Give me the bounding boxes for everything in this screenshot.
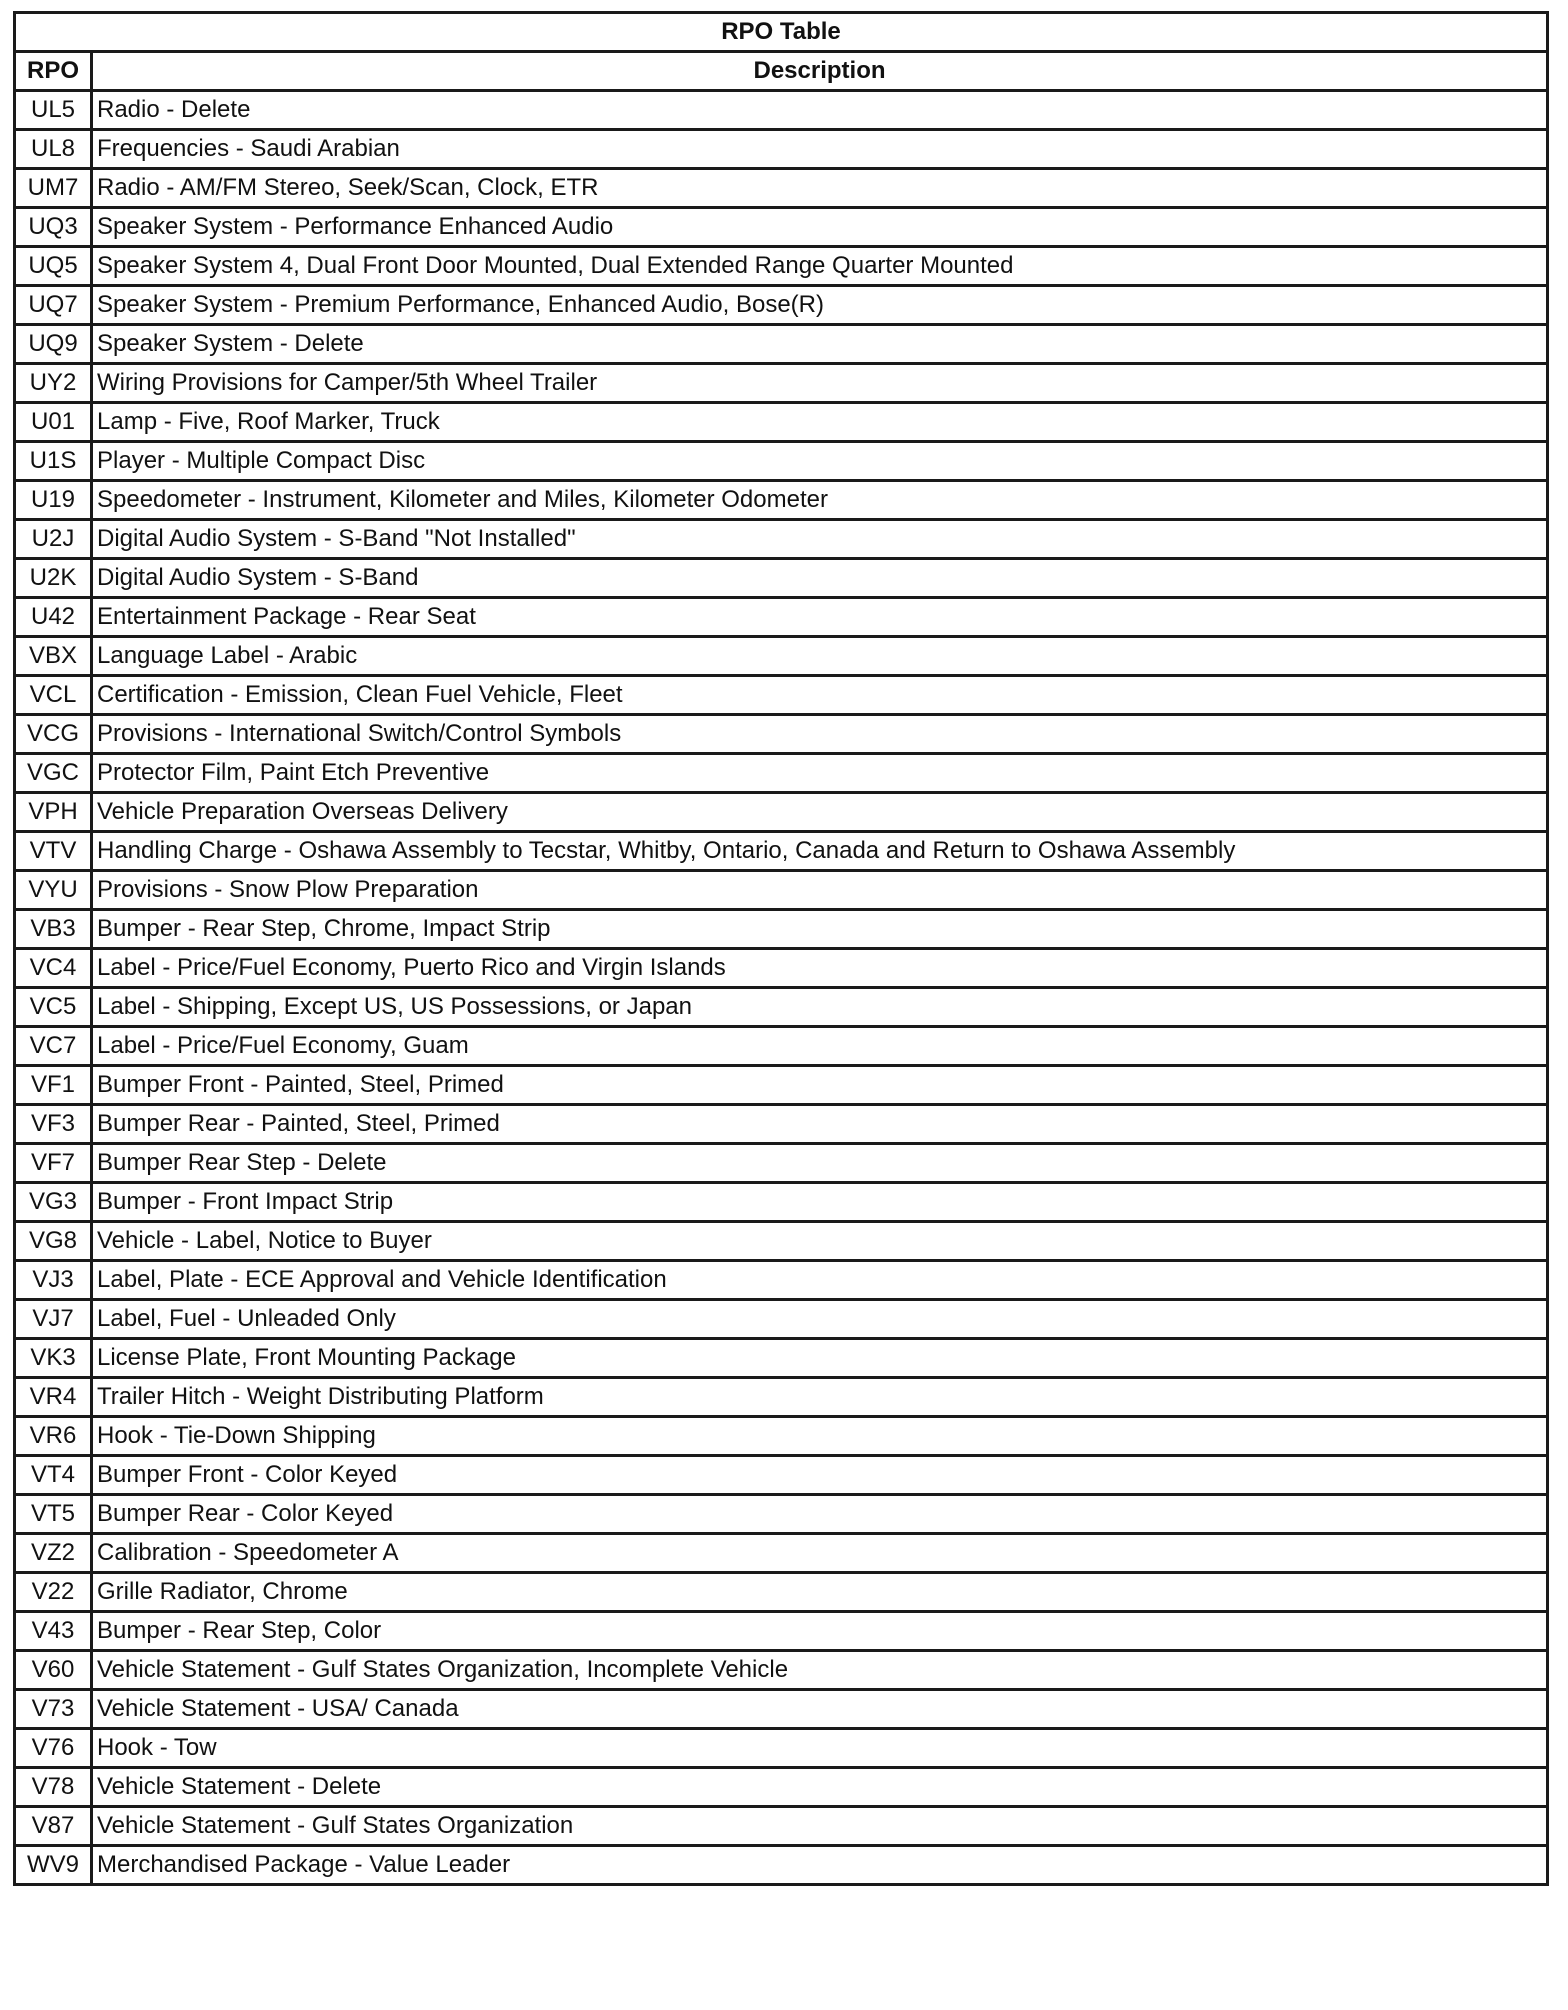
table-row — [15, 949, 1548, 988]
rpo-description-cell: Provisions - International Switch/Control Symbols — [92, 715, 1548, 754]
rpo-description-cell: Label - Price/Fuel Economy, Guam — [92, 1027, 1548, 1066]
rpo-description-cell: Lamp - Five, Roof Marker, Truck — [92, 403, 1548, 442]
rpo-code-cell: VBX — [15, 637, 92, 676]
rpo-code-cell: VCL — [15, 676, 92, 715]
rpo-code-cell: V87 — [15, 1807, 92, 1846]
rpo-description-cell: Bumper - Rear Step, Chrome, Impact Strip — [92, 910, 1548, 949]
rpo-description-cell: Radio - AM/FM Stereo, Seek/Scan, Clock, ETR — [92, 169, 1548, 208]
rpo-description-cell: Radio - Delete — [92, 91, 1548, 130]
rpo-code-cell: U19 — [15, 481, 92, 520]
column-header-description: Description — [92, 52, 1548, 91]
rpo-code-cell: UQ3 — [15, 208, 92, 247]
table-row — [15, 286, 1548, 325]
rpo-description-cell: Grille Radiator, Chrome — [92, 1573, 1548, 1612]
rpo-code-cell: VJ3 — [15, 1261, 92, 1300]
rpo-description-cell: Speaker System - Premium Performance, Enhanced Audio, Bose(R) — [92, 286, 1548, 325]
table-row — [15, 1183, 1548, 1222]
table-row — [15, 1300, 1548, 1339]
rpo-description-cell: Wiring Provisions for Camper/5th Wheel Trailer — [92, 364, 1548, 403]
table-row — [15, 676, 1548, 715]
table-row — [15, 1027, 1548, 1066]
table-row — [15, 1378, 1548, 1417]
rpo-code-cell: VG3 — [15, 1183, 92, 1222]
table-row — [15, 1222, 1548, 1261]
rpo-code-cell: U42 — [15, 598, 92, 637]
rpo-code-cell: V60 — [15, 1651, 92, 1690]
table-row — [15, 754, 1548, 793]
table-row — [15, 1534, 1548, 1573]
rpo-description-cell: Trailer Hitch - Weight Distributing Platform — [92, 1378, 1548, 1417]
rpo-code-cell: VGC — [15, 754, 92, 793]
rpo-code-cell: VT4 — [15, 1456, 92, 1495]
rpo-code-cell: VR4 — [15, 1378, 92, 1417]
rpo-description-cell: License Plate, Front Mounting Package — [92, 1339, 1548, 1378]
table-row — [15, 1105, 1548, 1144]
rpo-description-cell: Bumper - Rear Step, Color — [92, 1612, 1548, 1651]
rpo-table — [13, 11, 1549, 1886]
rpo-code-cell: UL5 — [15, 91, 92, 130]
rpo-description-cell: Protector Film, Paint Etch Preventive — [92, 754, 1548, 793]
table-row — [15, 559, 1548, 598]
rpo-description-cell: Player - Multiple Compact Disc — [92, 442, 1548, 481]
rpo-code-cell: UQ5 — [15, 247, 92, 286]
rpo-description-cell: Entertainment Package - Rear Seat — [92, 598, 1548, 637]
table-row — [15, 130, 1548, 169]
rpo-code-cell: V22 — [15, 1573, 92, 1612]
table-row — [15, 1066, 1548, 1105]
rpo-description-cell: Vehicle Statement - Gulf States Organization — [92, 1807, 1548, 1846]
table-row — [15, 871, 1548, 910]
rpo-description-cell: Calibration - Speedometer A — [92, 1534, 1548, 1573]
rpo-code-cell: VTV — [15, 832, 92, 871]
table-row — [15, 403, 1548, 442]
table-row — [15, 169, 1548, 208]
table-row — [15, 91, 1548, 130]
rpo-description-cell: Speaker System - Performance Enhanced Audio — [92, 208, 1548, 247]
table-header-row — [15, 52, 1548, 91]
table-row — [15, 1612, 1548, 1651]
rpo-code-cell: V76 — [15, 1729, 92, 1768]
table-row — [15, 1651, 1548, 1690]
rpo-description-cell: Language Label - Arabic — [92, 637, 1548, 676]
rpo-code-cell: VF3 — [15, 1105, 92, 1144]
rpo-description-cell: Certification - Emission, Clean Fuel Vehicle, Fleet — [92, 676, 1548, 715]
rpo-code-cell: VB3 — [15, 910, 92, 949]
table-row — [15, 1495, 1548, 1534]
table-row — [15, 637, 1548, 676]
rpo-code-cell: UQ9 — [15, 325, 92, 364]
rpo-code-cell: VJ7 — [15, 1300, 92, 1339]
rpo-description-cell: Bumper Rear - Painted, Steel, Primed — [92, 1105, 1548, 1144]
rpo-description-cell: Digital Audio System - S-Band "Not Installed" — [92, 520, 1548, 559]
rpo-description-cell: Handling Charge - Oshawa Assembly to Tecstar, Whitby, Ontario, Canada and Return to Oshawa Assembly — [92, 832, 1548, 871]
rpo-description-cell: Bumper - Front Impact Strip — [92, 1183, 1548, 1222]
rpo-description-cell: Speaker System - Delete — [92, 325, 1548, 364]
table-row — [15, 1144, 1548, 1183]
rpo-code-cell: VF1 — [15, 1066, 92, 1105]
table-row — [15, 364, 1548, 403]
rpo-description-cell: Vehicle Statement - Delete — [92, 1768, 1548, 1807]
rpo-description-cell: Merchandised Package - Value Leader — [92, 1846, 1548, 1885]
table-row — [15, 1807, 1548, 1846]
rpo-description-cell: Vehicle Statement - USA/ Canada — [92, 1690, 1548, 1729]
table-row — [15, 1729, 1548, 1768]
table-title-row — [15, 13, 1548, 52]
rpo-code-cell: UM7 — [15, 169, 92, 208]
rpo-code-cell: VYU — [15, 871, 92, 910]
rpo-description-cell: Provisions - Snow Plow Preparation — [92, 871, 1548, 910]
rpo-description-cell: Vehicle Statement - Gulf States Organization, Incomplete Vehicle — [92, 1651, 1548, 1690]
table-title: RPO Table — [15, 13, 1548, 52]
rpo-code-cell: VZ2 — [15, 1534, 92, 1573]
rpo-description-cell: Label - Price/Fuel Economy, Puerto Rico and Virgin Islands — [92, 949, 1548, 988]
rpo-description-cell: Bumper Front - Painted, Steel, Primed — [92, 1066, 1548, 1105]
rpo-code-cell: VCG — [15, 715, 92, 754]
rpo-code-cell: VC4 — [15, 949, 92, 988]
rpo-description-cell: Hook - Tie-Down Shipping — [92, 1417, 1548, 1456]
rpo-code-cell: VF7 — [15, 1144, 92, 1183]
rpo-code-cell: V73 — [15, 1690, 92, 1729]
table-row — [15, 715, 1548, 754]
rpo-code-cell: U2J — [15, 520, 92, 559]
table-body — [15, 91, 1548, 1885]
rpo-description-cell: Label, Fuel - Unleaded Only — [92, 1300, 1548, 1339]
rpo-code-cell: VPH — [15, 793, 92, 832]
table-row — [15, 832, 1548, 871]
rpo-code-cell: VR6 — [15, 1417, 92, 1456]
rpo-description-cell: Speaker System 4, Dual Front Door Mounted, Dual Extended Range Quarter Mounted — [92, 247, 1548, 286]
rpo-code-cell: U1S — [15, 442, 92, 481]
table-row — [15, 442, 1548, 481]
table-row — [15, 598, 1548, 637]
table-row — [15, 247, 1548, 286]
table-row — [15, 481, 1548, 520]
rpo-code-cell: VC7 — [15, 1027, 92, 1066]
rpo-code-cell: WV9 — [15, 1846, 92, 1885]
rpo-code-cell: V78 — [15, 1768, 92, 1807]
rpo-description-cell: Hook - Tow — [92, 1729, 1548, 1768]
table-row — [15, 1417, 1548, 1456]
table-row — [15, 208, 1548, 247]
rpo-code-cell: VC5 — [15, 988, 92, 1027]
rpo-description-cell: Digital Audio System - S-Band — [92, 559, 1548, 598]
table-row — [15, 520, 1548, 559]
rpo-description-cell: Label, Plate - ECE Approval and Vehicle Identification — [92, 1261, 1548, 1300]
table-row — [15, 1456, 1548, 1495]
table-row — [15, 1768, 1548, 1807]
rpo-code-cell: V43 — [15, 1612, 92, 1651]
rpo-code-cell: VG8 — [15, 1222, 92, 1261]
rpo-description-cell: Speedometer - Instrument, Kilometer and Miles, Kilometer Odometer — [92, 481, 1548, 520]
table-row — [15, 1339, 1548, 1378]
rpo-code-cell: U01 — [15, 403, 92, 442]
rpo-code-cell: UQ7 — [15, 286, 92, 325]
rpo-code-cell: UY2 — [15, 364, 92, 403]
table-row — [15, 793, 1548, 832]
rpo-description-cell: Frequencies - Saudi Arabian — [92, 130, 1548, 169]
table-row — [15, 1261, 1548, 1300]
rpo-description-cell: Bumper Rear - Color Keyed — [92, 1495, 1548, 1534]
rpo-code-cell: VT5 — [15, 1495, 92, 1534]
rpo-description-cell: Bumper Front - Color Keyed — [92, 1456, 1548, 1495]
rpo-description-cell: Vehicle - Label, Notice to Buyer — [92, 1222, 1548, 1261]
rpo-description-cell: Bumper Rear Step - Delete — [92, 1144, 1548, 1183]
rpo-code-cell: VK3 — [15, 1339, 92, 1378]
rpo-description-cell: Label - Shipping, Except US, US Possessions, or Japan — [92, 988, 1548, 1027]
table-row — [15, 325, 1548, 364]
table-row — [15, 1573, 1548, 1612]
table-row — [15, 1690, 1548, 1729]
table-row — [15, 1846, 1548, 1885]
rpo-code-cell: UL8 — [15, 130, 92, 169]
table-row — [15, 988, 1548, 1027]
table-row — [15, 910, 1548, 949]
rpo-code-cell: U2K — [15, 559, 92, 598]
rpo-description-cell: Vehicle Preparation Overseas Delivery — [92, 793, 1548, 832]
column-header-rpo: RPO — [15, 52, 92, 91]
